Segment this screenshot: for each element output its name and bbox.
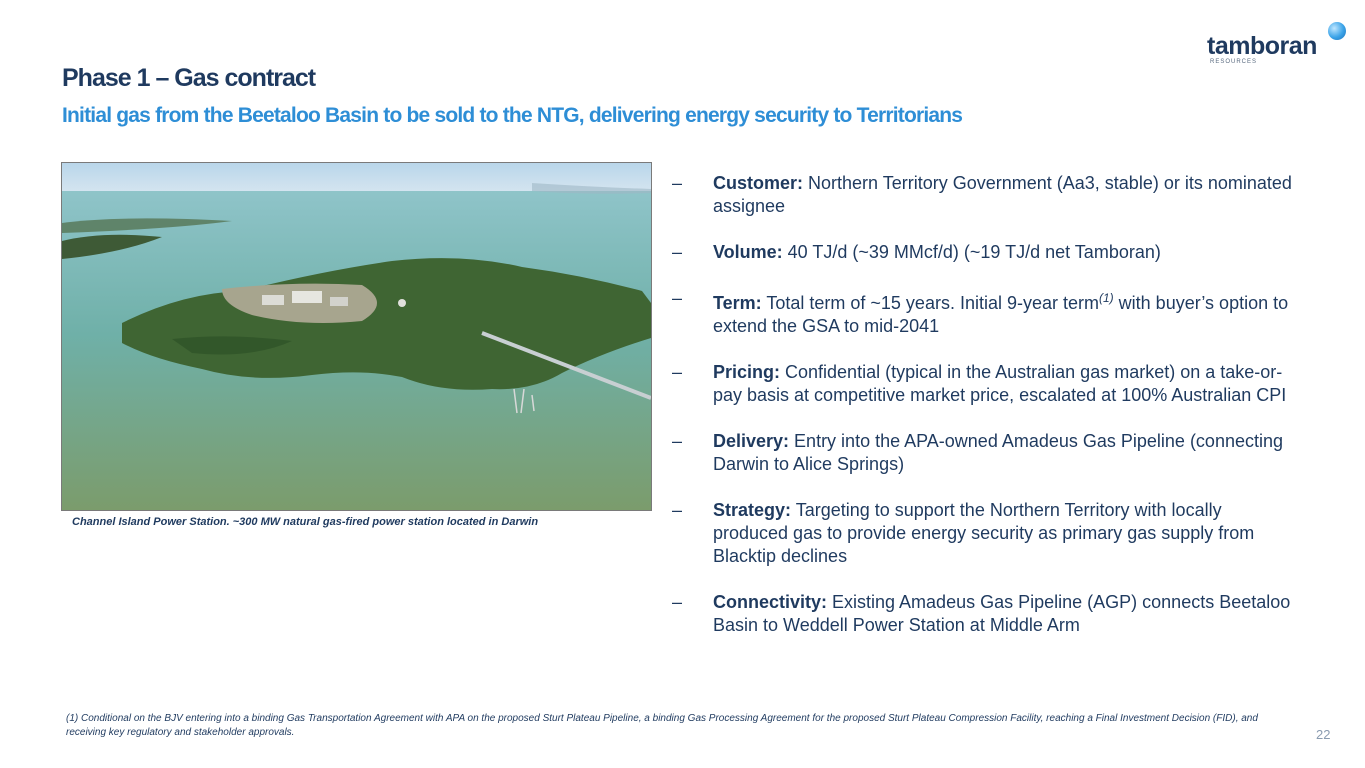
tamboran-logo — [1205, 22, 1355, 70]
bullet-label: Strategy: — [713, 500, 792, 520]
bullet-dash: – — [672, 592, 683, 612]
aerial-photo-illustration — [62, 163, 651, 510]
bullet-label: Customer: — [713, 173, 804, 193]
logo-subtext: RESOURCES — [1210, 59, 1258, 65]
bullet-dash: – — [672, 500, 683, 520]
bullet-dash: – — [672, 362, 683, 382]
logo-wordmark: tamboran — [1207, 32, 1317, 60]
bullet-dash: – — [672, 288, 683, 308]
bullet-text: 40 TJ/d (~39 MMcf/d) (~19 TJ/d net Tamboran) — [782, 242, 1161, 262]
power-station-photo — [61, 162, 652, 511]
bullet-label: Term: — [713, 293, 762, 313]
building — [292, 291, 322, 303]
bullet-text: Existing Amadeus Gas Pipeline (AGP) connects Beetaloo Basin to Weddell Power Station at Middle Arm — [713, 592, 1291, 635]
bullet-dash: – — [672, 173, 683, 193]
bullet-text: Northern Territory Government (Aa3, stable) or its nominated assignee — [713, 173, 1292, 216]
bullet-text: Total term of ~15 years. Initial 9-year term — [761, 293, 1099, 313]
bullet-label: Delivery: — [713, 431, 790, 451]
bullet-pricing — [672, 361, 1292, 407]
bullet-dash: – — [672, 242, 683, 262]
bullet-text: Targeting to support the Northern Territory with locally produced gas to provide energy security as primary gas supply from Blacktip declines — [713, 500, 1255, 566]
bullet-volume — [672, 241, 1292, 264]
bullet-dash: – — [672, 431, 683, 451]
page-subtitle: Initial gas from the Beetaloo Basin to be sold to the NTG, delivering energy security to Territorians — [62, 104, 963, 127]
contract-terms-list — [672, 172, 1292, 660]
photo-caption: Channel Island Power Station. ~300 MW natural gas-fired power station located in Darwin — [72, 516, 539, 528]
footnote-ref: (1) — [1099, 291, 1114, 305]
bullet-connectivity — [672, 591, 1292, 637]
bullet-customer — [672, 172, 1292, 218]
building — [330, 297, 348, 306]
logo-sphere-icon — [1328, 22, 1346, 40]
bullet-text-cont: with buyer’s option to extend the GSA to mid-2041 — [713, 293, 1289, 336]
page-title: Phase 1 – Gas contract — [62, 64, 316, 92]
bullet-label: Connectivity: — [713, 592, 828, 612]
bullet-label: Pricing: — [713, 362, 781, 382]
building — [262, 295, 284, 305]
bullet-strategy — [672, 499, 1292, 568]
page-number: 22 — [1316, 727, 1331, 742]
bullet-label: Volume: — [713, 242, 783, 262]
bullet-text: Confidential (typical in the Australian gas market) on a take-or-pay basis at competitive market price, escalated at 100% Australian CPI — [713, 362, 1287, 405]
footnote: (1) Conditional on the BJV entering into a binding Gas Transportation Agreement with APA on the proposed Sturt Plateau Pipeline, a binding Gas Processing Agreement for the proposed Sturt Plateau Compression Facility, reaching a Final Investment Decision (FID), and receiving key regulatory and stakeholder approvals. — [66, 713, 1258, 738]
tank — [398, 299, 406, 307]
bullet-text: Entry into the APA-owned Amadeus Gas Pipeline (connecting Darwin to Alice Springs) — [713, 431, 1284, 474]
bullet-term — [672, 287, 1292, 338]
bullet-delivery — [672, 430, 1292, 476]
